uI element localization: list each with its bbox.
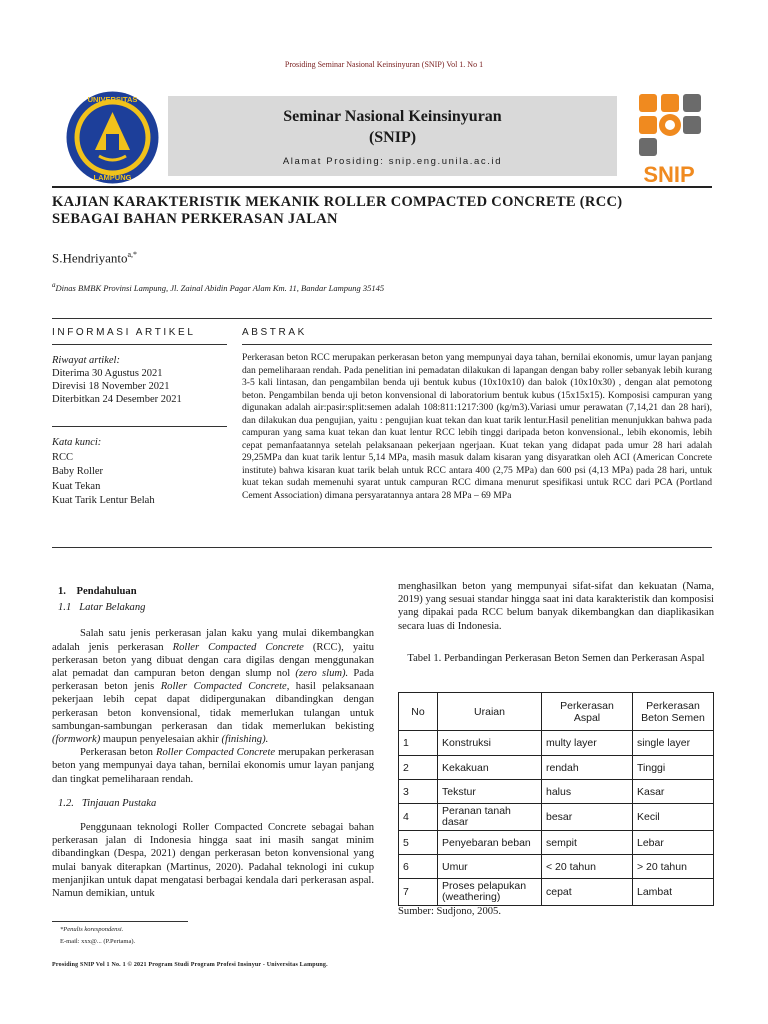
- keyword: Baby Roller: [52, 466, 104, 477]
- snip-logo: [627, 88, 711, 188]
- keywords-rule: [52, 426, 227, 427]
- journal-address[interactable]: Alamat Prosiding: snip.eng.unila.ac.id: [282, 156, 503, 167]
- comparison-table: [398, 692, 714, 906]
- table-row: 7 Proses pelapukan (weathering) cepat Lambat: [399, 879, 714, 906]
- table-row: 1 Konstruksi multy layer single layer: [399, 731, 714, 756]
- subsection-heading-1: 1.1 Latar Belakang: [58, 602, 146, 614]
- keyword: Kuat Tekan: [52, 480, 101, 492]
- affiliation: $^a$Dinas BMBK Provinsi Lampung, Jl. Zainal Abidin Pagar Alam Km. 11, Bandar Lampung 35145: [52, 281, 385, 293]
- keyword: RCC: [52, 451, 74, 463]
- keywords-block: Kata kunci: RCC Baby Roller Kuat Tekan Kuat Tarik Lentur Belah: [52, 436, 237, 509]
- info-heading: INFORMASI ARTIKEL: [52, 327, 196, 338]
- left-column: [52, 585, 374, 900]
- table-header-row: No Uraian Perkerasan Aspal Perkerasan Beton Semen: [399, 693, 714, 731]
- paragraph-2: Perkerasan beton Roller Compacted Concrete merupakan perkerasan beton yang mempunyai daya tahan, bernilai ekonomis umur layan panjang dan tingkat pemeliharaan rendah.: [52, 747, 374, 785]
- table-source: Sumber: Sudjono, 2005.: [398, 906, 501, 917]
- abstract-bottom-rule: [52, 547, 712, 548]
- info-heading-rule: [52, 344, 227, 345]
- table-row: 3 Tekstur halus Kasar: [399, 780, 714, 804]
- article-history: Riwayat artikel: Diterima 30 Agustus 2021 Direvisi 18 November 2021 Diterbitkan 24 Desember 2021: [52, 355, 182, 405]
- keyword: Kuat Tarik Lentur Belah: [52, 495, 155, 506]
- author: S.Hendriyanto$^{a,*}$: [52, 250, 138, 266]
- paragraph-1: Salah satu jenis perkerasan jalan kaku yang mulai dikembangkan adalah jenis perkerasan Roller Compacted Concrete (RCC), yaitu perkerasan beton yang dibuat dengan cara digilas dengan menggunakan alat pemadat dan campuran beton dengan slump nol (zero slum). Pada perkerasan beton jenis Roller Compacted Concrete, hasil pelaksanaan pekerjaan lebih cepat dapat didipergunakan dibandingkan dengan perkerasan beton konvensional, tidak memerlukan tulangan untuk sambungan-sambungan perkerasan dan tidak memerlukan bekisting (formwork) maupun penyelesaian akhir (finishing).: [52, 628, 375, 746]
- right-column: [398, 580, 714, 633]
- footnote: *Penulis korespondensi. E-mail: xxx@... (P.Pertama).: [60, 926, 136, 945]
- info-top-rule: [52, 318, 712, 319]
- header-rule: [52, 186, 712, 188]
- page-footer: Prosiding SNIP Vol 1 No. 1 © 2021 Program Studi Program Profesi Insinyur - Universitas Lampung.: [52, 962, 328, 968]
- abstract-heading: ABSTRAK: [242, 327, 307, 338]
- section-heading: 1. Pendahuluan: [58, 586, 137, 597]
- svg-text:UNIVERSITAS: UNIVERSITAS: [87, 95, 138, 104]
- university-seal-logo: [65, 90, 160, 185]
- subsection-heading-2: 1.2. Tinjauan Pustaka: [58, 797, 157, 809]
- table-row: 2 Kekakuan rendah Tinggi: [399, 756, 714, 780]
- article-title: KAJIAN KARAKTERISTIK MEKANIK ROLLER COMPACTED CONCRETE (RCC) SEBAGAI BAHAN PERKERASAN JALAN: [52, 194, 623, 227]
- svg-text:LAMPUNG: LAMPUNG: [93, 173, 132, 182]
- svg-text:SNIP: SNIP: [643, 162, 695, 187]
- journal-title: Seminar Nasional Keinsinyuran (SNIP): [283, 108, 502, 146]
- table-row: 5 Penyebaran beban sempit Lebar: [399, 831, 714, 855]
- running-header: Prosiding Seminar Nasional Keinsinyuran (SNIP) Vol 1. No 1: [284, 60, 484, 69]
- table-row: 4 Peranan tanah dasar besar Kecil: [399, 804, 714, 831]
- paragraph-3: Penggunaan teknologi Roller Compacted Concrete sebagai bahan perkerasan jalan di Indonesia hingga saat ini masih sangat minim dibandingkan (Despa, 2021) dengan perkerasan beton konvensional yang mulai banyak diterapkan (Martinus, 2020). Padahal teknologi ini cukup menjanjikan untuk dapat mengatasi berbagai kendala dari perkerasan aspal. Namun demikian, untuk: [52, 822, 374, 900]
- paragraph-4: menghasilkan beton yang mempunyai sifat-sifat dan kekuatan (Nama, 2019) yang sesuai standar hingga saat ini data karakteristik dan komposisi yang dipakai pada RCC belum banyak dikembangkan dan diaplikasikan secara luas di Indonesia.: [398, 581, 714, 632]
- table-caption: Tabel 1. Perbandingan Perkerasan Beton Semen dan Perkerasan Aspal: [407, 653, 705, 664]
- footnote-rule: [52, 921, 188, 922]
- table-row: 6 Umur < 20 tahun > 20 tahun: [399, 855, 714, 879]
- abstract-text: Perkerasan beton RCC merupakan perkerasan beton yang mempunyai daya tahan, bernilai ekonomis, umur layan panjang dan pemeliharaan rendah. Pada penelitian ini pemadatan dilakukan di lapangan dengan baby roller sebanyak lebih kurang 3-5 kali lintasan, dan pengambilan benda uji bentuk kubus (10x10x10) dan balok (10x10x30) , dengan alat pemotong beton. Pengambilan benda uji beton konvensional di laboratorium bentuk kubus (15x15x15). Komposisi campuran yang digunakan adalah air:pasir:split:semen adalah 108:811:1217:300 (kg/m3).Variasi umur perawatan (7,14,21 dan 28 hari), dan dilakukan dua pengujian, yaitu : pengujian kuat tekan dan kuat tarik lentur.Hasil penelitian menunjukkan bahwa pada campuran yang sama kuat tekan dan kuat lentur RCC lebih tinggi daripada beton konvensional., lebih ekonomis, lebih cepat pemanfaatannya setelah pelaksanaan pekerjaan ngerjaan. Kuat tekan yang didapat pada umur 28 hari adalah 29,25MPa dan kuat tarik lentur 5,14 MPa, masih masuk dalam kisaran yang disyaratkan oleh ACI (American Concrete institute) bahwa kisaran kuat tarik belah untuk RCC antara 400 (2,75 MPa) dan 600 psi (4,13 MPa) pada 28 hari, untuk kuat tekan sudah memenuhi syarat untuk campuran RCC dimana menurut spesifikasi untuk RCC dari PCA (Portland Cement Association) dimana persyaratannya antara 28 MPa – 69 MPa: [242, 352, 712, 501]
- abstract-heading-rule: [242, 344, 712, 345]
